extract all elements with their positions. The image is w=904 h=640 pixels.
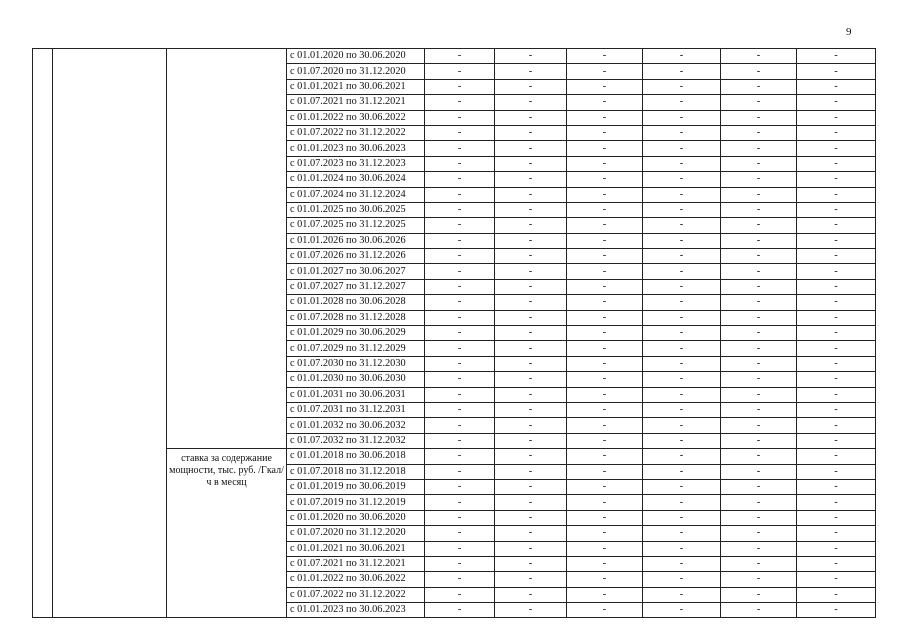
tariff-type-label: ставка за содержание мощности, тыс. руб. /Гкал/ч в месяц — [167, 449, 287, 618]
value-cell: - — [567, 141, 643, 156]
value-cell: - — [797, 125, 876, 140]
value-cell: - — [721, 479, 797, 494]
value-cell: - — [721, 464, 797, 479]
value-cell: - — [425, 279, 495, 294]
value-cell: - — [643, 356, 721, 371]
value-cell: - — [495, 249, 567, 264]
value-cell: - — [797, 264, 876, 279]
period-cell: с 01.01.2020 по 30.06.2020 — [287, 49, 425, 64]
value-cell: - — [721, 110, 797, 125]
value-cell: - — [721, 495, 797, 510]
value-cell: - — [643, 587, 721, 602]
value-cell: - — [721, 187, 797, 202]
value-cell: - — [643, 479, 721, 494]
value-cell: - — [495, 172, 567, 187]
period-cell: с 01.07.2020 по 31.12.2020 — [287, 64, 425, 79]
value-cell: - — [721, 64, 797, 79]
value-cell: - — [425, 402, 495, 417]
value-cell: - — [567, 341, 643, 356]
period-cell: с 01.01.2026 по 30.06.2026 — [287, 233, 425, 248]
value-cell: - — [425, 556, 495, 571]
value-cell: - — [495, 156, 567, 171]
period-cell: с 01.01.2029 по 30.06.2029 — [287, 326, 425, 341]
period-cell: с 01.07.2027 по 31.12.2027 — [287, 279, 425, 294]
value-cell: - — [643, 202, 721, 217]
tariff-type-label — [167, 49, 287, 449]
value-cell: - — [797, 279, 876, 294]
period-cell: с 01.07.2032 по 31.12.2032 — [287, 433, 425, 448]
period-cell: с 01.07.2024 по 31.12.2024 — [287, 187, 425, 202]
value-cell: - — [495, 79, 567, 94]
value-cell: - — [797, 64, 876, 79]
value-cell: - — [567, 95, 643, 110]
value-cell: - — [797, 202, 876, 217]
value-cell: - — [797, 341, 876, 356]
period-cell: с 01.01.2021 по 30.06.2021 — [287, 541, 425, 556]
value-cell: - — [721, 264, 797, 279]
value-cell: - — [643, 310, 721, 325]
value-cell: - — [425, 264, 495, 279]
value-cell: - — [721, 249, 797, 264]
value-cell: - — [797, 479, 876, 494]
value-cell: - — [797, 556, 876, 571]
value-cell: - — [643, 172, 721, 187]
value-cell: - — [721, 526, 797, 541]
index-column-cell — [33, 49, 53, 618]
value-cell: - — [567, 202, 643, 217]
period-cell: с 01.07.2031 по 31.12.2031 — [287, 402, 425, 417]
value-cell: - — [567, 587, 643, 602]
value-cell: - — [797, 402, 876, 417]
value-cell: - — [425, 464, 495, 479]
value-cell: - — [425, 156, 495, 171]
value-cell: - — [721, 541, 797, 556]
value-cell: - — [567, 279, 643, 294]
value-cell: - — [567, 233, 643, 248]
period-cell: с 01.01.2027 по 30.06.2027 — [287, 264, 425, 279]
value-cell: - — [797, 449, 876, 464]
value-cell: - — [797, 172, 876, 187]
value-cell: - — [567, 449, 643, 464]
value-cell: - — [567, 249, 643, 264]
value-cell: - — [495, 372, 567, 387]
table-body — [33, 49, 876, 618]
value-cell: - — [643, 372, 721, 387]
value-cell: - — [721, 449, 797, 464]
value-cell: - — [495, 310, 567, 325]
value-cell: - — [721, 156, 797, 171]
value-cell: - — [721, 79, 797, 94]
value-cell: - — [797, 495, 876, 510]
value-cell: - — [567, 372, 643, 387]
period-cell: с 01.01.2031 по 30.06.2031 — [287, 387, 425, 402]
value-cell: - — [567, 556, 643, 571]
value-cell: - — [797, 587, 876, 602]
period-cell: с 01.01.2023 по 30.06.2023 — [287, 141, 425, 156]
value-cell: - — [567, 603, 643, 618]
period-cell: с 01.07.2018 по 31.12.2018 — [287, 464, 425, 479]
value-cell: - — [721, 172, 797, 187]
period-cell: с 01.01.2023 по 30.06.2023 — [287, 603, 425, 618]
organization-column-cell — [53, 49, 167, 618]
value-cell: - — [425, 233, 495, 248]
value-cell: - — [643, 79, 721, 94]
value-cell: - — [495, 556, 567, 571]
value-cell: - — [567, 387, 643, 402]
value-cell: - — [721, 341, 797, 356]
value-cell: - — [425, 433, 495, 448]
value-cell: - — [643, 95, 721, 110]
period-cell: с 01.01.2030 по 30.06.2030 — [287, 372, 425, 387]
value-cell: - — [567, 402, 643, 417]
period-cell: с 01.07.2028 по 31.12.2028 — [287, 310, 425, 325]
period-cell: с 01.07.2029 по 31.12.2029 — [287, 341, 425, 356]
value-cell: - — [797, 356, 876, 371]
value-cell: - — [797, 249, 876, 264]
value-cell: - — [567, 495, 643, 510]
value-cell: - — [425, 187, 495, 202]
period-cell: с 01.07.2021 по 31.12.2021 — [287, 556, 425, 571]
value-cell: - — [721, 433, 797, 448]
value-cell: - — [567, 572, 643, 587]
value-cell: - — [495, 418, 567, 433]
value-cell: - — [495, 125, 567, 140]
value-cell: - — [797, 326, 876, 341]
value-cell: - — [721, 356, 797, 371]
value-cell: - — [643, 418, 721, 433]
period-cell: с 01.01.2024 по 30.06.2024 — [287, 172, 425, 187]
value-cell: - — [567, 49, 643, 64]
value-cell: - — [721, 587, 797, 602]
value-cell: - — [721, 402, 797, 417]
value-cell: - — [495, 110, 567, 125]
value-cell: - — [425, 510, 495, 525]
value-cell: - — [567, 464, 643, 479]
value-cell: - — [567, 218, 643, 233]
value-cell: - — [721, 556, 797, 571]
period-cell: с 01.01.2028 по 30.06.2028 — [287, 295, 425, 310]
value-cell: - — [495, 233, 567, 248]
period-cell: с 01.07.2021 по 31.12.2021 — [287, 95, 425, 110]
value-cell: - — [425, 356, 495, 371]
value-cell: - — [721, 387, 797, 402]
value-cell: - — [567, 356, 643, 371]
value-cell: - — [495, 572, 567, 587]
value-cell: - — [425, 295, 495, 310]
value-cell: - — [797, 218, 876, 233]
value-cell: - — [643, 387, 721, 402]
value-cell: - — [495, 187, 567, 202]
value-cell: - — [495, 587, 567, 602]
period-cell: с 01.01.2022 по 30.06.2022 — [287, 572, 425, 587]
value-cell: - — [425, 372, 495, 387]
value-cell: - — [797, 79, 876, 94]
value-cell: - — [797, 526, 876, 541]
value-cell: - — [643, 279, 721, 294]
value-cell: - — [721, 295, 797, 310]
value-cell: - — [721, 279, 797, 294]
value-cell: - — [721, 95, 797, 110]
value-cell: - — [643, 433, 721, 448]
value-cell: - — [721, 326, 797, 341]
value-cell: - — [495, 64, 567, 79]
value-cell: - — [425, 95, 495, 110]
value-cell: - — [425, 326, 495, 341]
value-cell: - — [643, 264, 721, 279]
value-cell: - — [797, 372, 876, 387]
period-cell: с 01.01.2019 по 30.06.2019 — [287, 479, 425, 494]
value-cell: - — [643, 449, 721, 464]
value-cell: - — [425, 310, 495, 325]
period-cell: с 01.01.2032 по 30.06.2032 — [287, 418, 425, 433]
value-cell: - — [643, 572, 721, 587]
value-cell: - — [643, 464, 721, 479]
value-cell: - — [567, 526, 643, 541]
value-cell: - — [797, 464, 876, 479]
value-cell: - — [567, 64, 643, 79]
value-cell: - — [567, 310, 643, 325]
value-cell: - — [495, 279, 567, 294]
value-cell: - — [721, 125, 797, 140]
value-cell: - — [643, 125, 721, 140]
value-cell: - — [721, 218, 797, 233]
value-cell: - — [721, 510, 797, 525]
value-cell: - — [721, 202, 797, 217]
value-cell: - — [643, 249, 721, 264]
period-cell: с 01.01.2020 по 30.06.2020 — [287, 510, 425, 525]
value-cell: - — [567, 172, 643, 187]
value-cell: - — [495, 495, 567, 510]
value-cell: - — [797, 572, 876, 587]
value-cell: - — [495, 464, 567, 479]
value-cell: - — [495, 141, 567, 156]
value-cell: - — [425, 587, 495, 602]
value-cell: - — [567, 541, 643, 556]
value-cell: - — [567, 433, 643, 448]
value-cell: - — [495, 526, 567, 541]
value-cell: - — [495, 402, 567, 417]
period-cell: с 01.07.2026 по 31.12.2026 — [287, 249, 425, 264]
value-cell: - — [643, 110, 721, 125]
value-cell: - — [643, 49, 721, 64]
value-cell: - — [797, 141, 876, 156]
value-cell: - — [425, 218, 495, 233]
value-cell: - — [643, 556, 721, 571]
value-cell: - — [425, 79, 495, 94]
value-cell: - — [425, 418, 495, 433]
value-cell: - — [567, 187, 643, 202]
value-cell: - — [495, 326, 567, 341]
table-row — [33, 49, 876, 64]
value-cell: - — [721, 310, 797, 325]
value-cell: - — [567, 326, 643, 341]
value-cell: - — [643, 187, 721, 202]
value-cell: - — [797, 510, 876, 525]
value-cell: - — [797, 433, 876, 448]
value-cell: - — [721, 603, 797, 618]
value-cell: - — [643, 510, 721, 525]
value-cell: - — [425, 449, 495, 464]
value-cell: - — [567, 110, 643, 125]
value-cell: - — [567, 295, 643, 310]
value-cell: - — [721, 49, 797, 64]
value-cell: - — [567, 156, 643, 171]
period-cell: с 01.01.2021 по 30.06.2021 — [287, 79, 425, 94]
value-cell: - — [721, 372, 797, 387]
value-cell: - — [425, 64, 495, 79]
value-cell: - — [495, 264, 567, 279]
value-cell: - — [797, 95, 876, 110]
value-cell: - — [495, 541, 567, 556]
value-cell: - — [495, 295, 567, 310]
value-cell: - — [495, 449, 567, 464]
value-cell: - — [797, 310, 876, 325]
value-cell: - — [643, 141, 721, 156]
period-cell: с 01.07.2025 по 31.12.2025 — [287, 218, 425, 233]
value-cell: - — [495, 202, 567, 217]
value-cell: - — [495, 433, 567, 448]
value-cell: - — [495, 479, 567, 494]
period-cell: с 01.01.2022 по 30.06.2022 — [287, 110, 425, 125]
value-cell: - — [495, 49, 567, 64]
value-cell: - — [567, 510, 643, 525]
value-cell: - — [797, 418, 876, 433]
value-cell: - — [643, 402, 721, 417]
value-cell: - — [425, 125, 495, 140]
period-cell: с 01.01.2018 по 30.06.2018 — [287, 449, 425, 464]
value-cell: - — [495, 95, 567, 110]
value-cell: - — [643, 64, 721, 79]
value-cell: - — [425, 141, 495, 156]
period-cell: с 01.07.2019 по 31.12.2019 — [287, 495, 425, 510]
value-cell: - — [425, 249, 495, 264]
value-cell: - — [797, 187, 876, 202]
value-cell: - — [425, 110, 495, 125]
value-cell: - — [495, 341, 567, 356]
value-cell: - — [567, 479, 643, 494]
value-cell: - — [721, 141, 797, 156]
value-cell: - — [643, 218, 721, 233]
value-cell: - — [425, 541, 495, 556]
value-cell: - — [797, 156, 876, 171]
value-cell: - — [797, 110, 876, 125]
value-cell: - — [567, 125, 643, 140]
value-cell: - — [425, 387, 495, 402]
value-cell: - — [643, 541, 721, 556]
value-cell: - — [425, 479, 495, 494]
value-cell: - — [643, 495, 721, 510]
value-cell: - — [425, 172, 495, 187]
value-cell: - — [425, 49, 495, 64]
period-cell: с 01.07.2030 по 31.12.2030 — [287, 356, 425, 371]
value-cell: - — [643, 233, 721, 248]
value-cell: - — [643, 603, 721, 618]
value-cell: - — [797, 295, 876, 310]
value-cell: - — [495, 387, 567, 402]
value-cell: - — [567, 79, 643, 94]
value-cell: - — [425, 572, 495, 587]
value-cell: - — [797, 541, 876, 556]
value-cell: - — [425, 603, 495, 618]
tariff-table — [32, 48, 876, 618]
value-cell: - — [643, 295, 721, 310]
value-cell: - — [495, 510, 567, 525]
period-cell: с 01.07.2022 по 31.12.2022 — [287, 125, 425, 140]
value-cell: - — [721, 418, 797, 433]
value-cell: - — [425, 202, 495, 217]
value-cell: - — [721, 572, 797, 587]
value-cell: - — [797, 49, 876, 64]
page-number: 9 — [846, 26, 852, 38]
value-cell: - — [425, 495, 495, 510]
value-cell: - — [643, 156, 721, 171]
value-cell: - — [797, 233, 876, 248]
value-cell: - — [495, 356, 567, 371]
value-cell: - — [495, 218, 567, 233]
value-cell: - — [567, 418, 643, 433]
value-cell: - — [425, 341, 495, 356]
value-cell: - — [797, 387, 876, 402]
value-cell: - — [797, 603, 876, 618]
period-cell: с 01.07.2022 по 31.12.2022 — [287, 587, 425, 602]
period-cell: с 01.07.2023 по 31.12.2023 — [287, 156, 425, 171]
value-cell: - — [495, 603, 567, 618]
value-cell: - — [643, 526, 721, 541]
value-cell: - — [643, 341, 721, 356]
period-cell: с 01.01.2025 по 30.06.2025 — [287, 202, 425, 217]
value-cell: - — [567, 264, 643, 279]
value-cell: - — [721, 233, 797, 248]
period-cell: с 01.07.2020 по 31.12.2020 — [287, 526, 425, 541]
value-cell: - — [643, 326, 721, 341]
value-cell: - — [425, 526, 495, 541]
